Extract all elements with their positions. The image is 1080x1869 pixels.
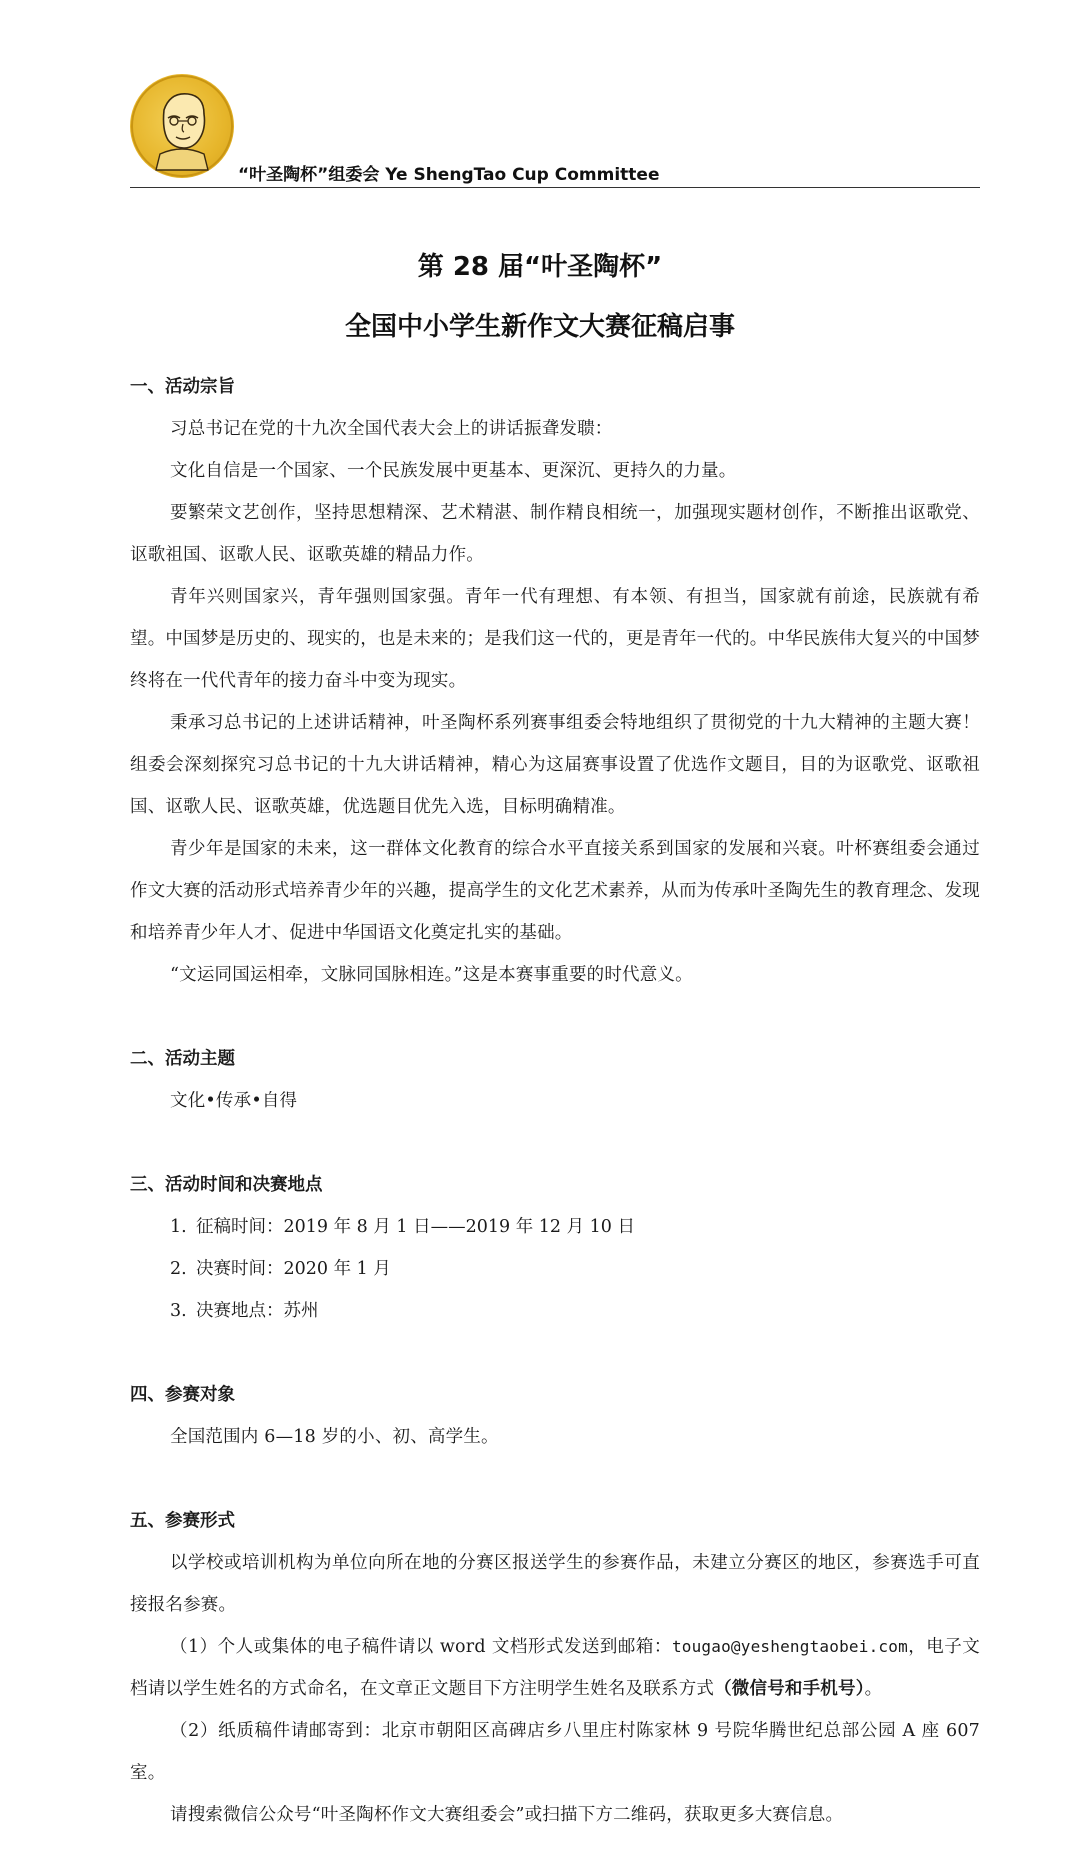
document-title [0,250,1080,344]
paragraph: 习总书记在党的十九次全国代表大会上的讲话振聋发聩： [170,419,613,439]
paragraph-mail-address: （2）纸质稿件请邮寄到：北京市朝阳区高碑店乡八里庄村陈家林 9 号院华腾世纪总部公园 A 座 607 室。 [130,1721,980,1783]
list-number: 2. [170,1259,187,1279]
paragraph: 以学校或培训机构为单位向所在地的分赛区报送学生的参赛作品，未建立分赛区的地区，参赛选手可直接报名参赛。 [130,1553,980,1615]
committee-logo [130,74,234,178]
portrait-icon [130,74,234,178]
list-number: 3. [170,1301,187,1321]
document-body [130,366,980,1836]
list-item [130,1290,980,1332]
paragraph: 全国范围内 6—18 岁的小、初、高学生。 [170,1427,499,1447]
list-text: 决赛地点：苏州 [196,1301,319,1321]
title-line-1: 第 28 届“叶圣陶杯” [417,252,663,282]
email-text-c: 。 [864,1679,883,1699]
section-heading: 一、活动宗旨 [130,377,235,397]
paragraph: 文化自信是一个国家、一个民族发展中更基本、更深沉、更持久的力量。 [170,461,737,481]
list-item [130,1248,980,1290]
section-heading: 四、参赛对象 [130,1385,235,1405]
contact-requirement: （微信号和手机号） [714,1679,865,1699]
list-text: 决赛时间：2020 年 1 月 [196,1259,391,1279]
paragraph: “文运同国运相牵，文脉同国脉相连。”这是本赛事重要的时代意义。 [170,965,693,985]
paragraph: 要繁荣文艺创作，坚持思想精深、艺术精湛、制作精良相统一，加强现实题材创作，不断推出讴歌党、讴歌祖国、讴歌人民、讴歌英雄的精品力作。 [130,503,980,565]
section-heading: 二、活动主题 [130,1049,235,1069]
email-text-a: （1）个人或集体的电子稿件请以 word 文档形式发送到邮箱： [170,1637,672,1657]
submission-email-link[interactable]: tougao@yeshengtaobei.com [671,1637,908,1656]
list-number: 1. [170,1217,187,1237]
title-line-2: 全国中小学生新作文大赛征稿启事 [344,312,735,342]
section-heading: 三、活动时间和决赛地点 [130,1175,323,1195]
section-heading: 五、参赛形式 [130,1511,235,1531]
header-divider [130,187,980,188]
list-item [130,1206,980,1248]
paragraph: 文化•传承•自得 [170,1091,298,1111]
committee-name: “叶圣陶杯”组委会 Ye ShengTao Cup Committee [238,165,660,185]
paragraph: 青年兴则国家兴，青年强则国家强。青年一代有理想、有本领、有担当，国家就有前途，民族就有希望。中国梦是历史的、现实的，也是未来的；是我们这一代的，更是青年一代的。中华民族伟大复兴的中国梦终将在一代代青年的接力奋斗中变为现实。 [130,587,980,691]
list-text: 征稿时间：2019 年 8 月 1 日——2019 年 12 月 10 日 [196,1217,636,1237]
paragraph: 秉承习总书记的上述讲话精神，叶圣陶杯系列赛事组委会特地组织了贯彻党的十九大精神的主题大赛！组委会深刻探究习总书记的十九大讲话精神，精心为这届赛事设置了优选作文题目，目的为讴歌党、讴歌祖国、讴歌人民、讴歌英雄，优选题目优先入选，目标明确精准。 [130,713,980,817]
email-text-b: ，电子文档请以学生姓名的方式命名，在文章正文题目下方注明学生姓名及联系方式 [130,1637,980,1699]
paragraph: 请搜索微信公众号“叶圣陶杯作文大赛组委会”或扫描下方二维码，获取更多大赛信息。 [170,1805,844,1825]
paragraph-email-submission [130,1626,980,1710]
paragraph: 青少年是国家的未来，这一群体文化教育的综合水平直接关系到国家的发展和兴衰。叶杯赛组委会通过作文大赛的活动形式培养青少年的兴趣，提高学生的文化艺术素养，从而为传承叶圣陶先生的教育理念、发现和培养青少年人才、促进中华国语文化奠定扎实的基础。 [130,839,980,943]
